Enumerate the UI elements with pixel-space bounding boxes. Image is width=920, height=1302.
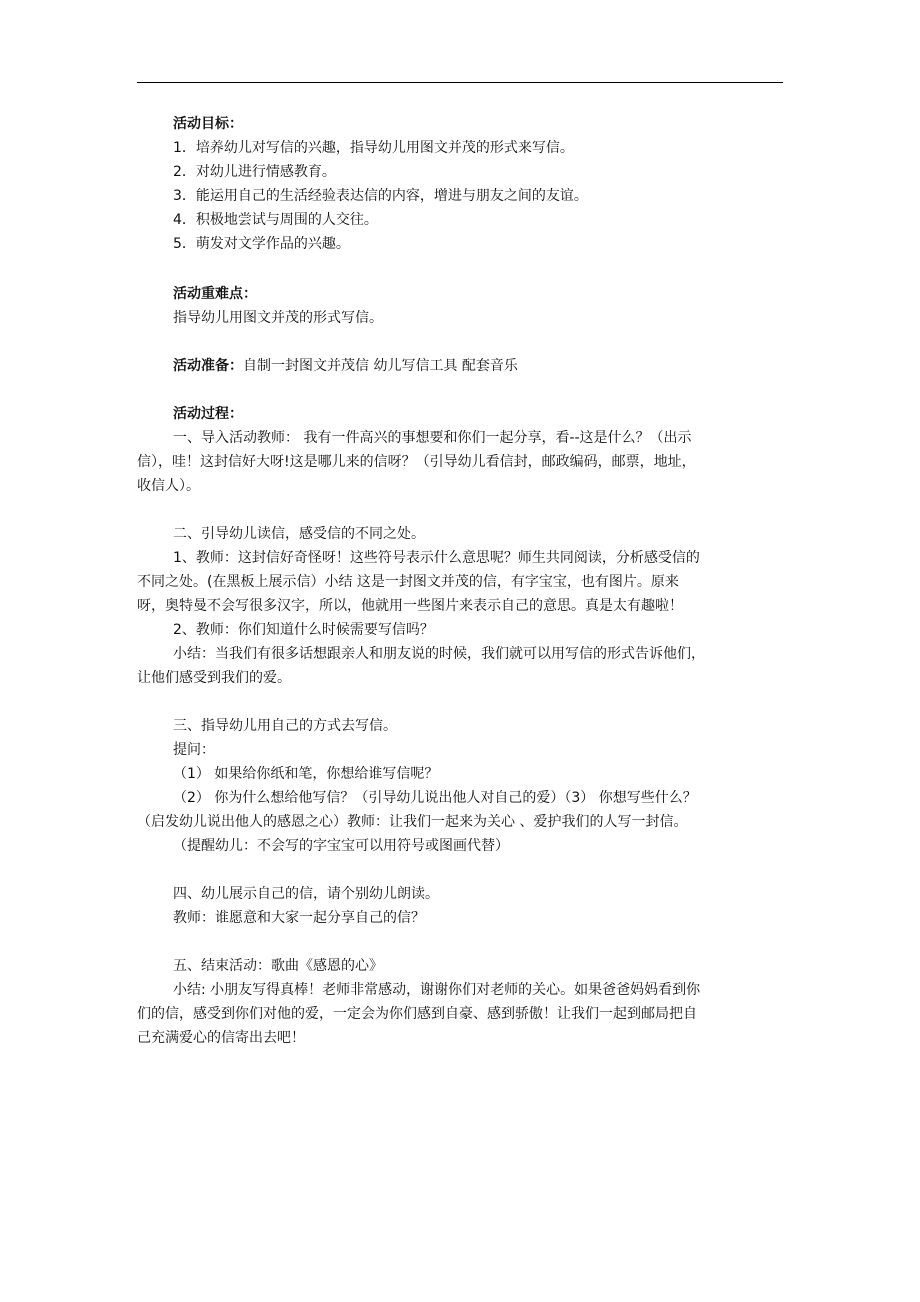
section2-p3-line2: 让他们感受到我们的爱。 [137,670,291,686]
section2-p2: 2、教师：你们知道什么时候需要写信吗？ [173,622,434,638]
section3-title: 三、指导幼儿用自己的方式去写信。 [173,718,397,734]
preparation-heading: 活动准备： [173,358,243,374]
section1-line3: 收信人）。 [137,478,200,494]
section5-title: 五、结束活动：歌曲《感恩的心》 [173,958,383,974]
section3-reminder: （提醒幼儿：不会写的字宝宝可以用符号或图画代替） [173,838,509,854]
section3-q2-line2: （启发幼儿说出他人的感恩之心）教师：让我们一起来为关心 、爱护我们的人写一封信。 [137,814,688,830]
section5-line1: 小结: 小朋友写得真棒！老师非常感动，谢谢你们对老师的关心。如果爸爸妈妈看到你 [173,982,701,998]
section3-q2-line1: （2） 你为什么想给他写信？（引导幼儿说出他人对自己的爱）（3） 你想写些什么？ [173,790,697,806]
section2-p3-line1: 小结：当我们有很多话想跟亲人和朋友说的时候，我们就可以用写信的形式告诉他们， [173,646,705,662]
preparation-line [173,358,518,374]
goal-item-4: 4．积极地尝试与周围的人交往。 [173,212,378,228]
preparation-text: 自制一封图文并茂信 幼儿写信工具 配套音乐 [243,358,518,374]
key-points-heading: 活动重难点： [173,286,257,302]
section4-teacher: 教师：谁愿意和大家一起分享自己的信？ [173,910,425,926]
section3-ask: 提问： [173,742,215,758]
section5-line2: 们的信，感受到你们对他的爱，一定会为你们感到自豪、感到骄傲！让我们一起到邮局把自 [137,1006,697,1022]
section1-line2: 信），哇！这封信好大呀!这是哪儿来的信呀？（引导幼儿看信封，邮政编码，邮票，地址， [137,454,696,470]
key-points-text: 指导幼儿用图文并茂的形式写信。 [173,310,383,326]
section3-q1: （1） 如果给你纸和笔，你想给谁写信呢？ [173,766,439,782]
process-heading: 活动过程： [173,406,243,422]
section5-line3: 己充满爱心的信寄出去吧！ [137,1030,305,1046]
section2-p1-line2: 不同之处。(在黑板上展示信）小结 这是一封图文并茂的信，有字宝宝，也有图片。原来 [137,574,679,590]
goals-heading: 活动目标： [173,116,243,132]
goal-item-5: 5．萌发对文学作品的兴趣。 [173,236,350,252]
goal-item-2: 2．对幼儿进行情感教育。 [173,164,336,180]
section2-p1-line1: 1、教师：这封信好奇怪呀！这些符号表示什么意思呢？师生共同阅读，分析感受信的 [173,550,700,566]
goal-item-1: 1．培养幼儿对写信的兴趣，指导幼儿用图文并茂的形式来写信。 [173,140,574,156]
section1-line1: 一、导入活动教师： 我有一件高兴的事想要和你们一起分享，看--这是什么？（出示 [173,430,692,446]
goal-item-3: 3．能运用自己的生活经验表达信的内容，增进与朋友之间的友谊。 [173,188,588,204]
section2-title: 二、引导幼儿读信，感受信的不同之处。 [173,526,425,542]
section2-p1-line3: 呀，奥特曼不会写很多汉字，所以，他就用一些图片来表示自己的意思。真是太有趣啦！ [137,598,683,614]
section4-title: 四、幼儿展示自己的信，请个别幼儿朗读。 [173,886,439,902]
